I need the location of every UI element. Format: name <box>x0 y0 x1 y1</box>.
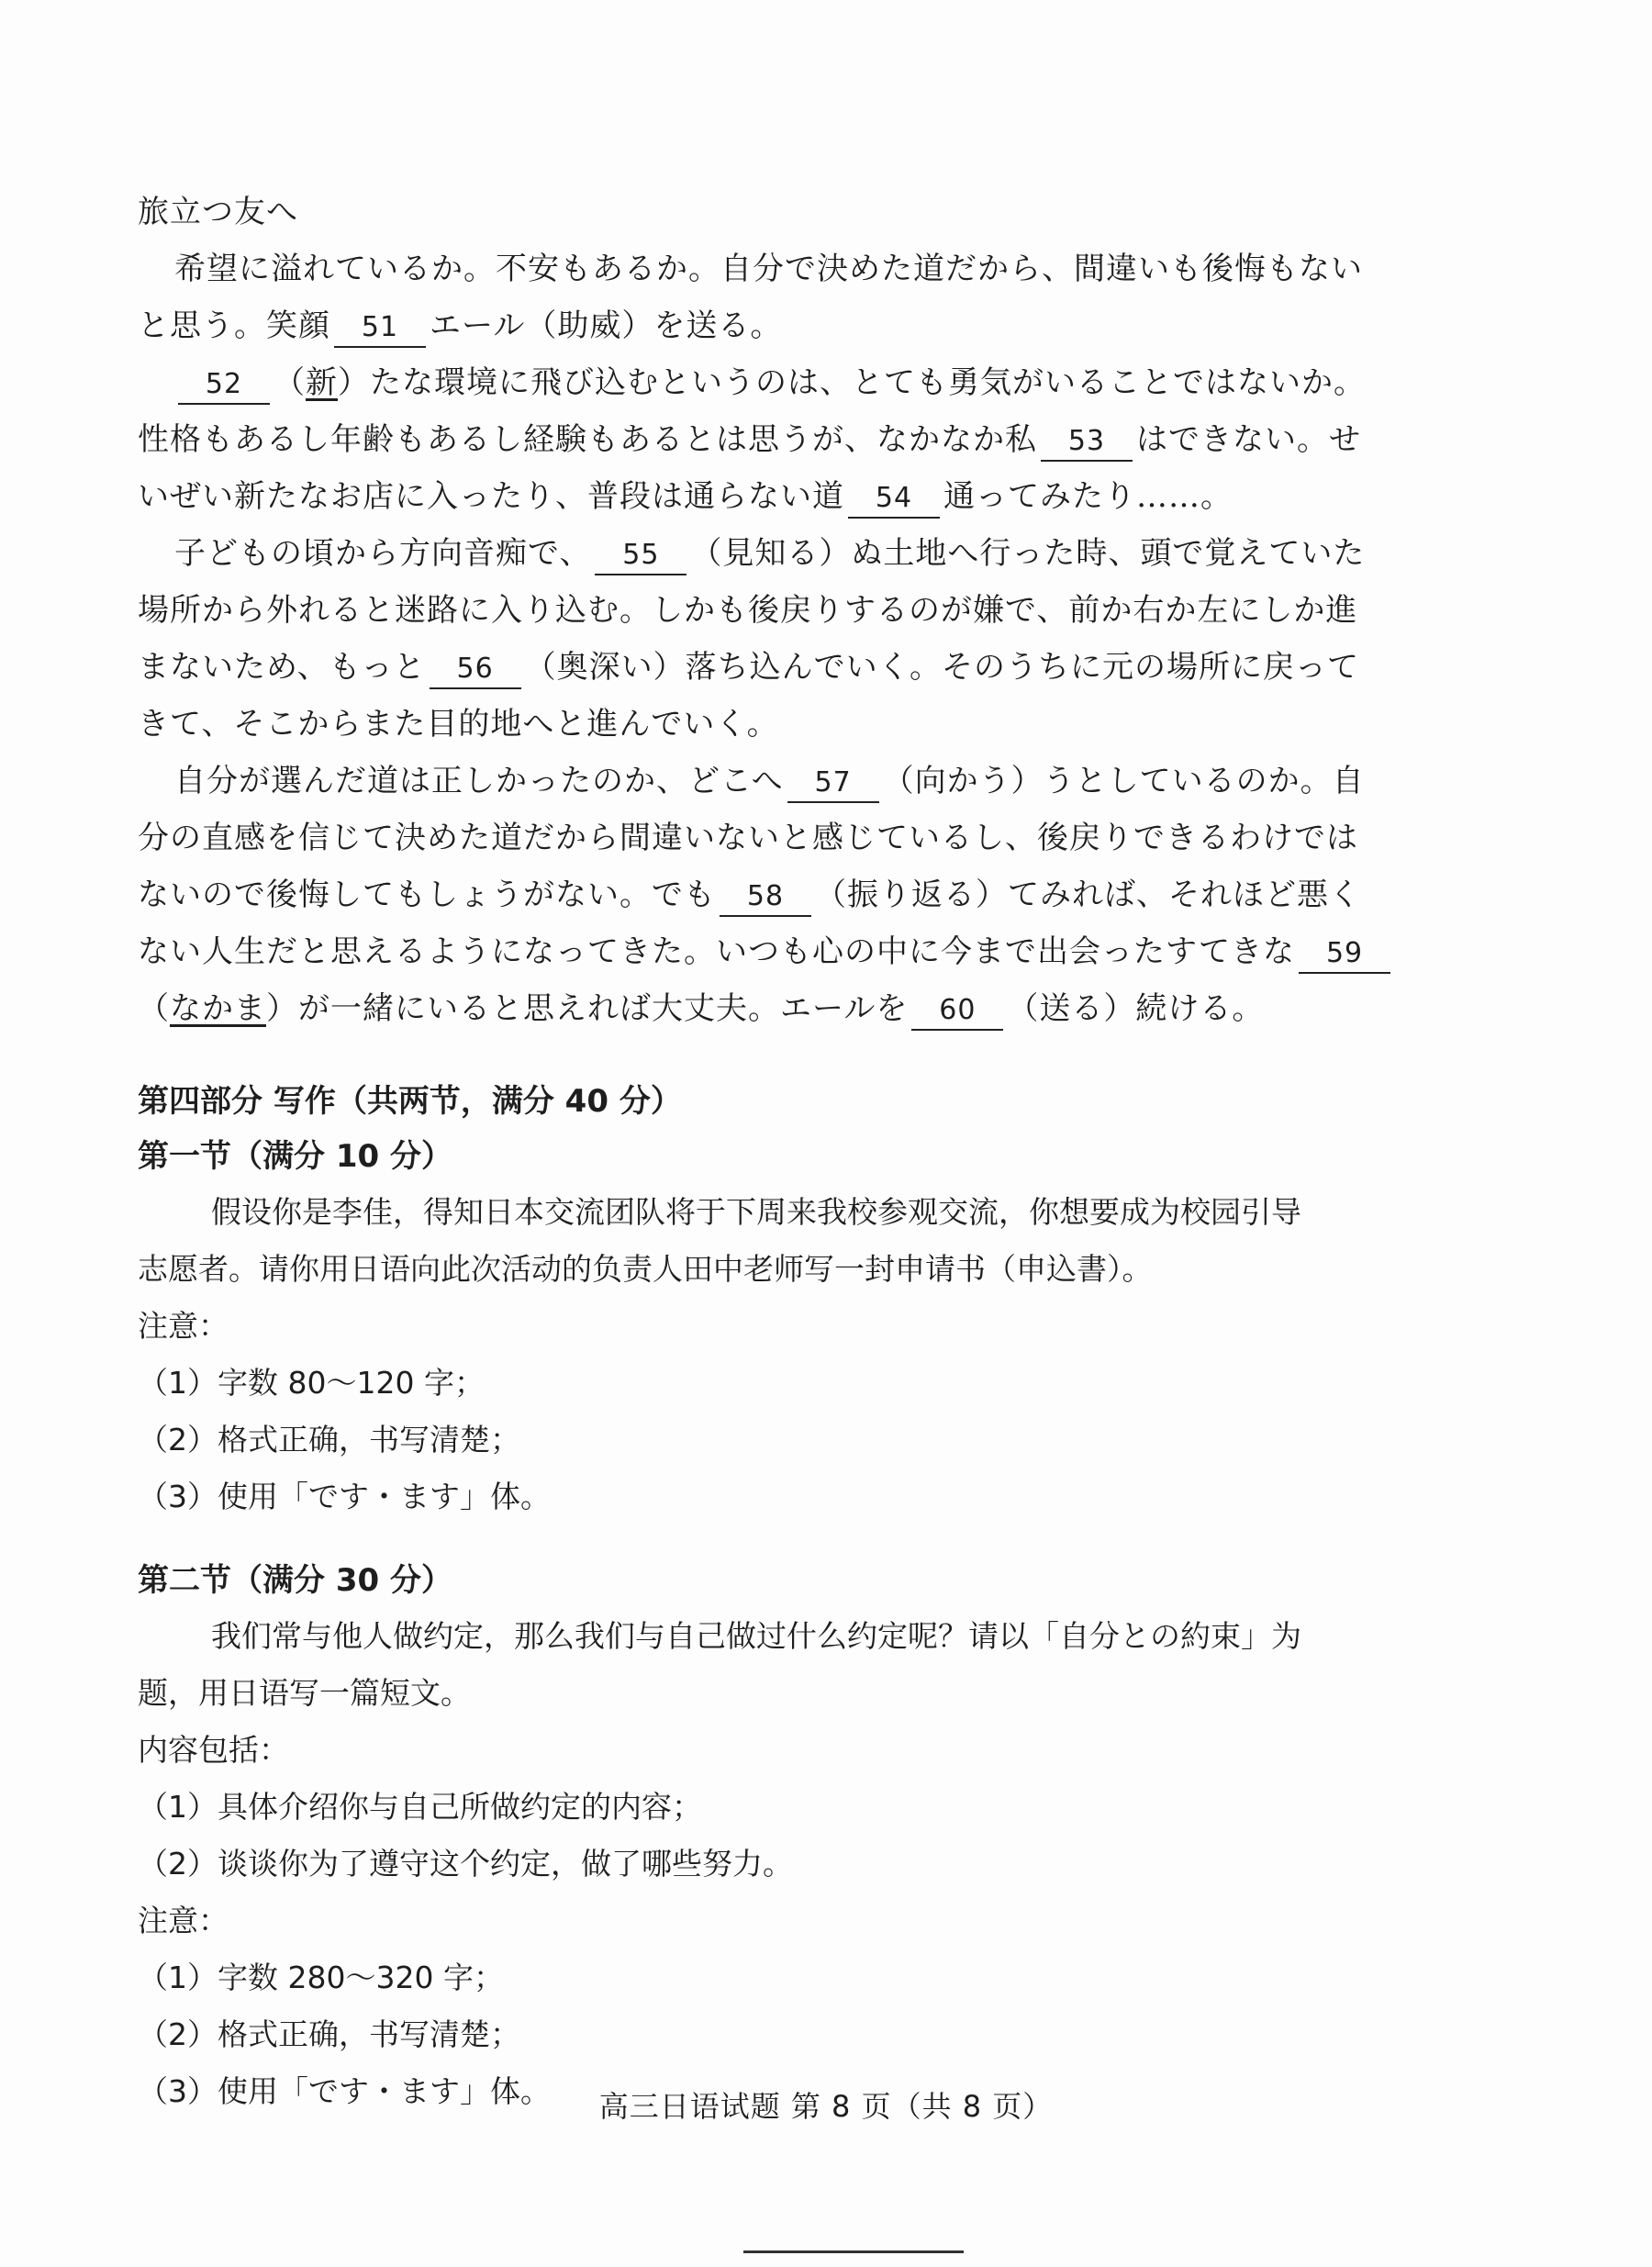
section1-note-item: （3）使用「です・ます」体。 <box>138 1479 551 1514</box>
text: が一緒にいると思えれば大丈夫。エールを <box>298 990 909 1027</box>
section1-heading: 第一节（满分 10 分） <box>138 1138 452 1175</box>
section2-note-item: （1）字数 280～320 字； <box>138 1960 504 1995</box>
text: 希望に溢れているか。不安もあるか。自分で決めた道だから、間違いも後悔もない <box>174 251 1363 287</box>
text: ） <box>338 364 370 401</box>
text: （見知る）ぬ土地へ行った時、頭で覚えていた <box>690 535 1366 572</box>
section1-note-label: 注意： <box>138 1308 229 1344</box>
part4-heading: 第四部分 写作（共两节，满分 40 分） <box>138 1083 682 1120</box>
section2-prompt-line2: 题，用日语写一篇短文。 <box>138 1675 471 1711</box>
passage-p3-line3 <box>138 639 1404 696</box>
text: 通ってみたり……。 <box>943 478 1233 515</box>
section2-note-item: （3）使用「です・ます」体。 <box>138 2073 551 2109</box>
section2-note-label: 注意： <box>138 1903 229 1938</box>
passage-p4-line1 <box>138 753 1404 810</box>
section2-content-item: （1）具体介绍你与自己所做约定的内容； <box>138 1789 702 1825</box>
blank-52[interactable]: 52 <box>178 366 270 405</box>
text: ないので後悔してもしょうがない。でも <box>138 877 716 913</box>
blank-54[interactable]: 54 <box>848 480 940 519</box>
passage-p4-line2: 分の直感を信じて決めた道だから間違いないと感じているし、後戻りできるわけでは <box>138 820 1358 856</box>
hint-word: 新 <box>306 364 338 401</box>
section1-prompt-line2: 志愿者。请你用日语向此次活动的负责人田中老师写一封申请书（申込書）。 <box>138 1251 1153 1287</box>
text: まないため、もっと <box>138 649 426 686</box>
passage-p4-line5 <box>138 980 1404 1037</box>
text: 子どもの頃から方向音痴で、 <box>174 535 592 572</box>
section1-note-item: （2）格式正确，书写清楚； <box>138 1422 520 1457</box>
passage-p3-line2: 場所から外れると迷路に入り込む。しかも後戻りするのが嫌で、前か右か左にしか進 <box>138 592 1358 629</box>
blank-51[interactable]: 51 <box>334 309 426 348</box>
passage-p4-line3 <box>138 866 1404 923</box>
bottom-divider <box>743 2250 964 2253</box>
text: 自分が選んだ道は正しかったのか、どこへ <box>174 763 784 799</box>
passage-p3-line4: きて、そこからまた目的地へと進んでいく。 <box>138 706 779 743</box>
blank-53[interactable]: 53 <box>1041 423 1133 462</box>
text: エール（助威）を送る。 <box>430 307 783 344</box>
text: （送る）続ける。 <box>1007 990 1265 1027</box>
text: たな環境に飛び込むというのは、とても勇気がいることではないか。 <box>370 364 1366 401</box>
passage-title: 旅立つ友へ <box>138 194 298 230</box>
text: ない人生だと思えるようになってきた。いつも心の中に今まで出会ったすてきな <box>138 933 1296 970</box>
section2-prompt-line1: 我们常与他人做约定，那么我们与自己做过什么约定呢？请以「自分との約束」为 <box>211 1618 1301 1654</box>
text: （ <box>273 364 306 401</box>
section2-heading: 第二节（满分 30 分） <box>138 1562 452 1599</box>
blank-58[interactable]: 58 <box>720 878 811 917</box>
passage-p2-line3 <box>138 468 1404 525</box>
passage-p4-line4 <box>138 923 1404 980</box>
passage-p3-line1 <box>138 525 1404 582</box>
text: 性格もあるし年齢もあるし経験もあるとは思うが、なかなか私 <box>138 421 1037 458</box>
passage-p1-line2 <box>138 297 1404 354</box>
passage-p1-line1 <box>138 240 1404 297</box>
section1-note-item: （1）字数 80～120 字； <box>138 1365 485 1401</box>
blank-59[interactable]: 59 <box>1299 935 1390 974</box>
text: （奥深い）落ち込んでいく。そのうちに元の場所に戻って <box>524 649 1359 686</box>
blank-55[interactable]: 55 <box>595 537 686 575</box>
page-footer: 高三日语试题 第 8 页（共 8 页） <box>598 2089 1054 2124</box>
passage-p2-line2 <box>138 411 1404 468</box>
text: はできない。せ <box>1136 421 1361 458</box>
hint-word: なかま <box>170 990 266 1027</box>
spacer <box>138 1525 1404 1553</box>
blank-57[interactable]: 57 <box>787 765 879 803</box>
text: （ <box>138 990 170 1027</box>
text: （向かう）うとしているのか。自 <box>882 763 1365 799</box>
blank-60[interactable]: 60 <box>911 992 1003 1031</box>
section2-content-label: 内容包括： <box>138 1732 289 1768</box>
section1-prompt-line1: 假设你是李佳，得知日本交流团队将于下周来我校参观交流，你想要成为校园引导 <box>211 1194 1301 1230</box>
text: ） <box>266 990 298 1027</box>
section2-note-item: （2）格式正确，书写清楚； <box>138 2016 520 2052</box>
page-content <box>138 184 1404 2120</box>
text: （振り返る）てみれば、それほど悪く <box>815 877 1361 913</box>
spacer <box>138 1037 1404 1074</box>
section2-content-item: （2）谈谈你为了遵守这个约定，做了哪些努力。 <box>138 1846 793 1882</box>
text: いぜい新たなお店に入ったり、普段は通らない道 <box>138 478 844 515</box>
passage-p2-line1 <box>138 354 1404 411</box>
text: と思う。笑顔 <box>138 307 330 344</box>
blank-56[interactable]: 56 <box>430 651 521 689</box>
